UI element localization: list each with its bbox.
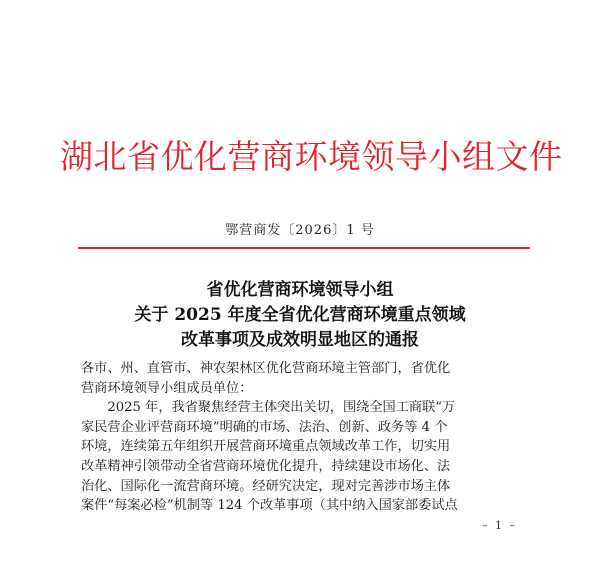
document-header-title: 湖北省优化营商环境领导小组文件 (60, 137, 563, 176)
body-line: 2025 年，我省聚焦经营主体突出关切，围绕全国工商联“万 (81, 400, 456, 416)
body-line: 家民营企业评营商环境”明确的市场、法治、创新、政务等 4 个 (81, 419, 448, 435)
notice-title-line-1: 省优化营商环境领导小组 (206, 280, 394, 300)
red-divider-line (78, 247, 530, 249)
body-text (81, 359, 531, 516)
notice-title-line-2: 关于 2025 年度全省优化营商环境重点领域 (134, 305, 466, 325)
body-line: 治化、国际化一流营商环境。经研究决定，现对完善涉市场主体 (81, 478, 451, 494)
body-line: 案件“每案必检”机制等 124 个改革事项（其中纳入国家部委试点 (81, 498, 458, 514)
body-line: 各市、州、直管市、神农架林区优化营商环境主管部门，省优化 (81, 361, 451, 376)
document-number: 鄂营商发〔2026〕1 号 (225, 223, 375, 238)
notice-title (0, 278, 600, 353)
body-line: 环境，连续第五年组织开展营商环境重点领域改革工作，切实用 (81, 439, 451, 455)
body-line: 改革精神引领带动全省营商环境优化提升，持续建设市场化、法 (81, 458, 451, 474)
body-line: 营商环境领导小组成员单位： (81, 380, 253, 396)
page-number: – 1 – (482, 519, 517, 532)
notice-title-line-3: 改革事项及成效明显地区的通报 (181, 330, 419, 350)
